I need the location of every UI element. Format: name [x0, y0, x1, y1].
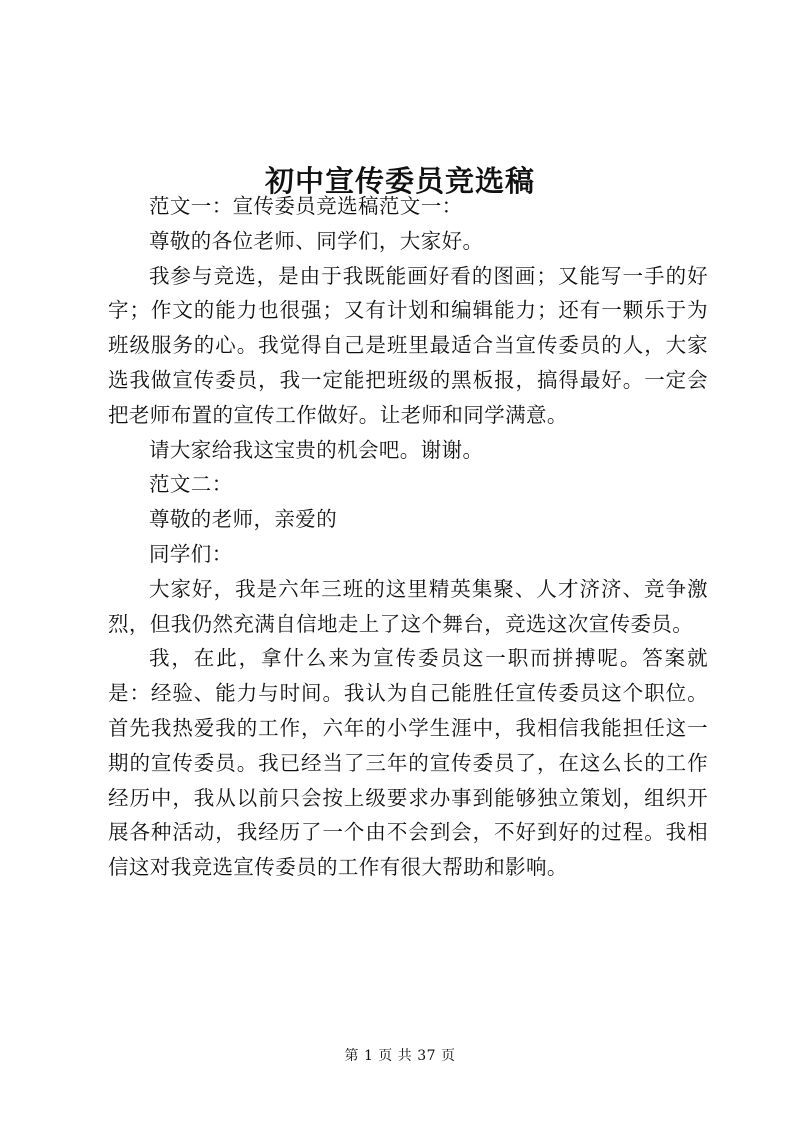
document-body — [108, 189, 708, 885]
paragraph: 尊敬的老师，亲爱的 — [149, 507, 338, 532]
page-title: 初中宣传委员竞选稿 — [264, 164, 535, 199]
paragraph: 我，在此，拿什么来为宣传委员这一职而拼搏呢。答案就是：经验、能力与时间。我认为自己能胜任宣传委员这个职位。首先我热爱我的工作，六年的小学生涯中，我相信我能担任这一期的宣传委员。我已经当了三年的宣传委员了，在这么长的工作经历中，我从以前只会按上级要求办事到能够独立策划，组织开展各种活动，我经历了一个由不会到会，不好到好的过程。我相信这对我竞选宣传委员的工作有很大帮助和影响。 — [108, 646, 708, 880]
paragraph: 范文二： — [149, 472, 233, 497]
paragraph: 大家好，我是六年三班的这里精英集聚、人才济济、竞争激烈，但我仍然充满自信地走上了这个舞台，竞选这次宣传委员。 — [108, 576, 708, 636]
paragraph: 我参与竞选，是由于我既能画好看的图画；又能写一手的好字；作文的能力也很强；又有计划和编辑能力；还有一颗乐于为班级服务的心。我觉得自己是班里最适合当宣传委员的人，大家选我做宣传委员，我一定能把班级的黑板报，搞得最好。一定会把老师布置的宣传工作做好。让老师和同学满意。 — [108, 263, 708, 427]
paragraph: 请大家给我这宝贵的机会吧。谢谢。 — [149, 437, 484, 462]
paragraph: 同学们： — [149, 541, 233, 566]
paragraph: 范文一：宣传委员竞选稿范文一： — [149, 194, 463, 218]
paragraph: 尊敬的各位老师、同学们，大家好。 — [149, 228, 484, 253]
page-footer: 第 1 页 共 37 页 — [344, 1048, 456, 1064]
